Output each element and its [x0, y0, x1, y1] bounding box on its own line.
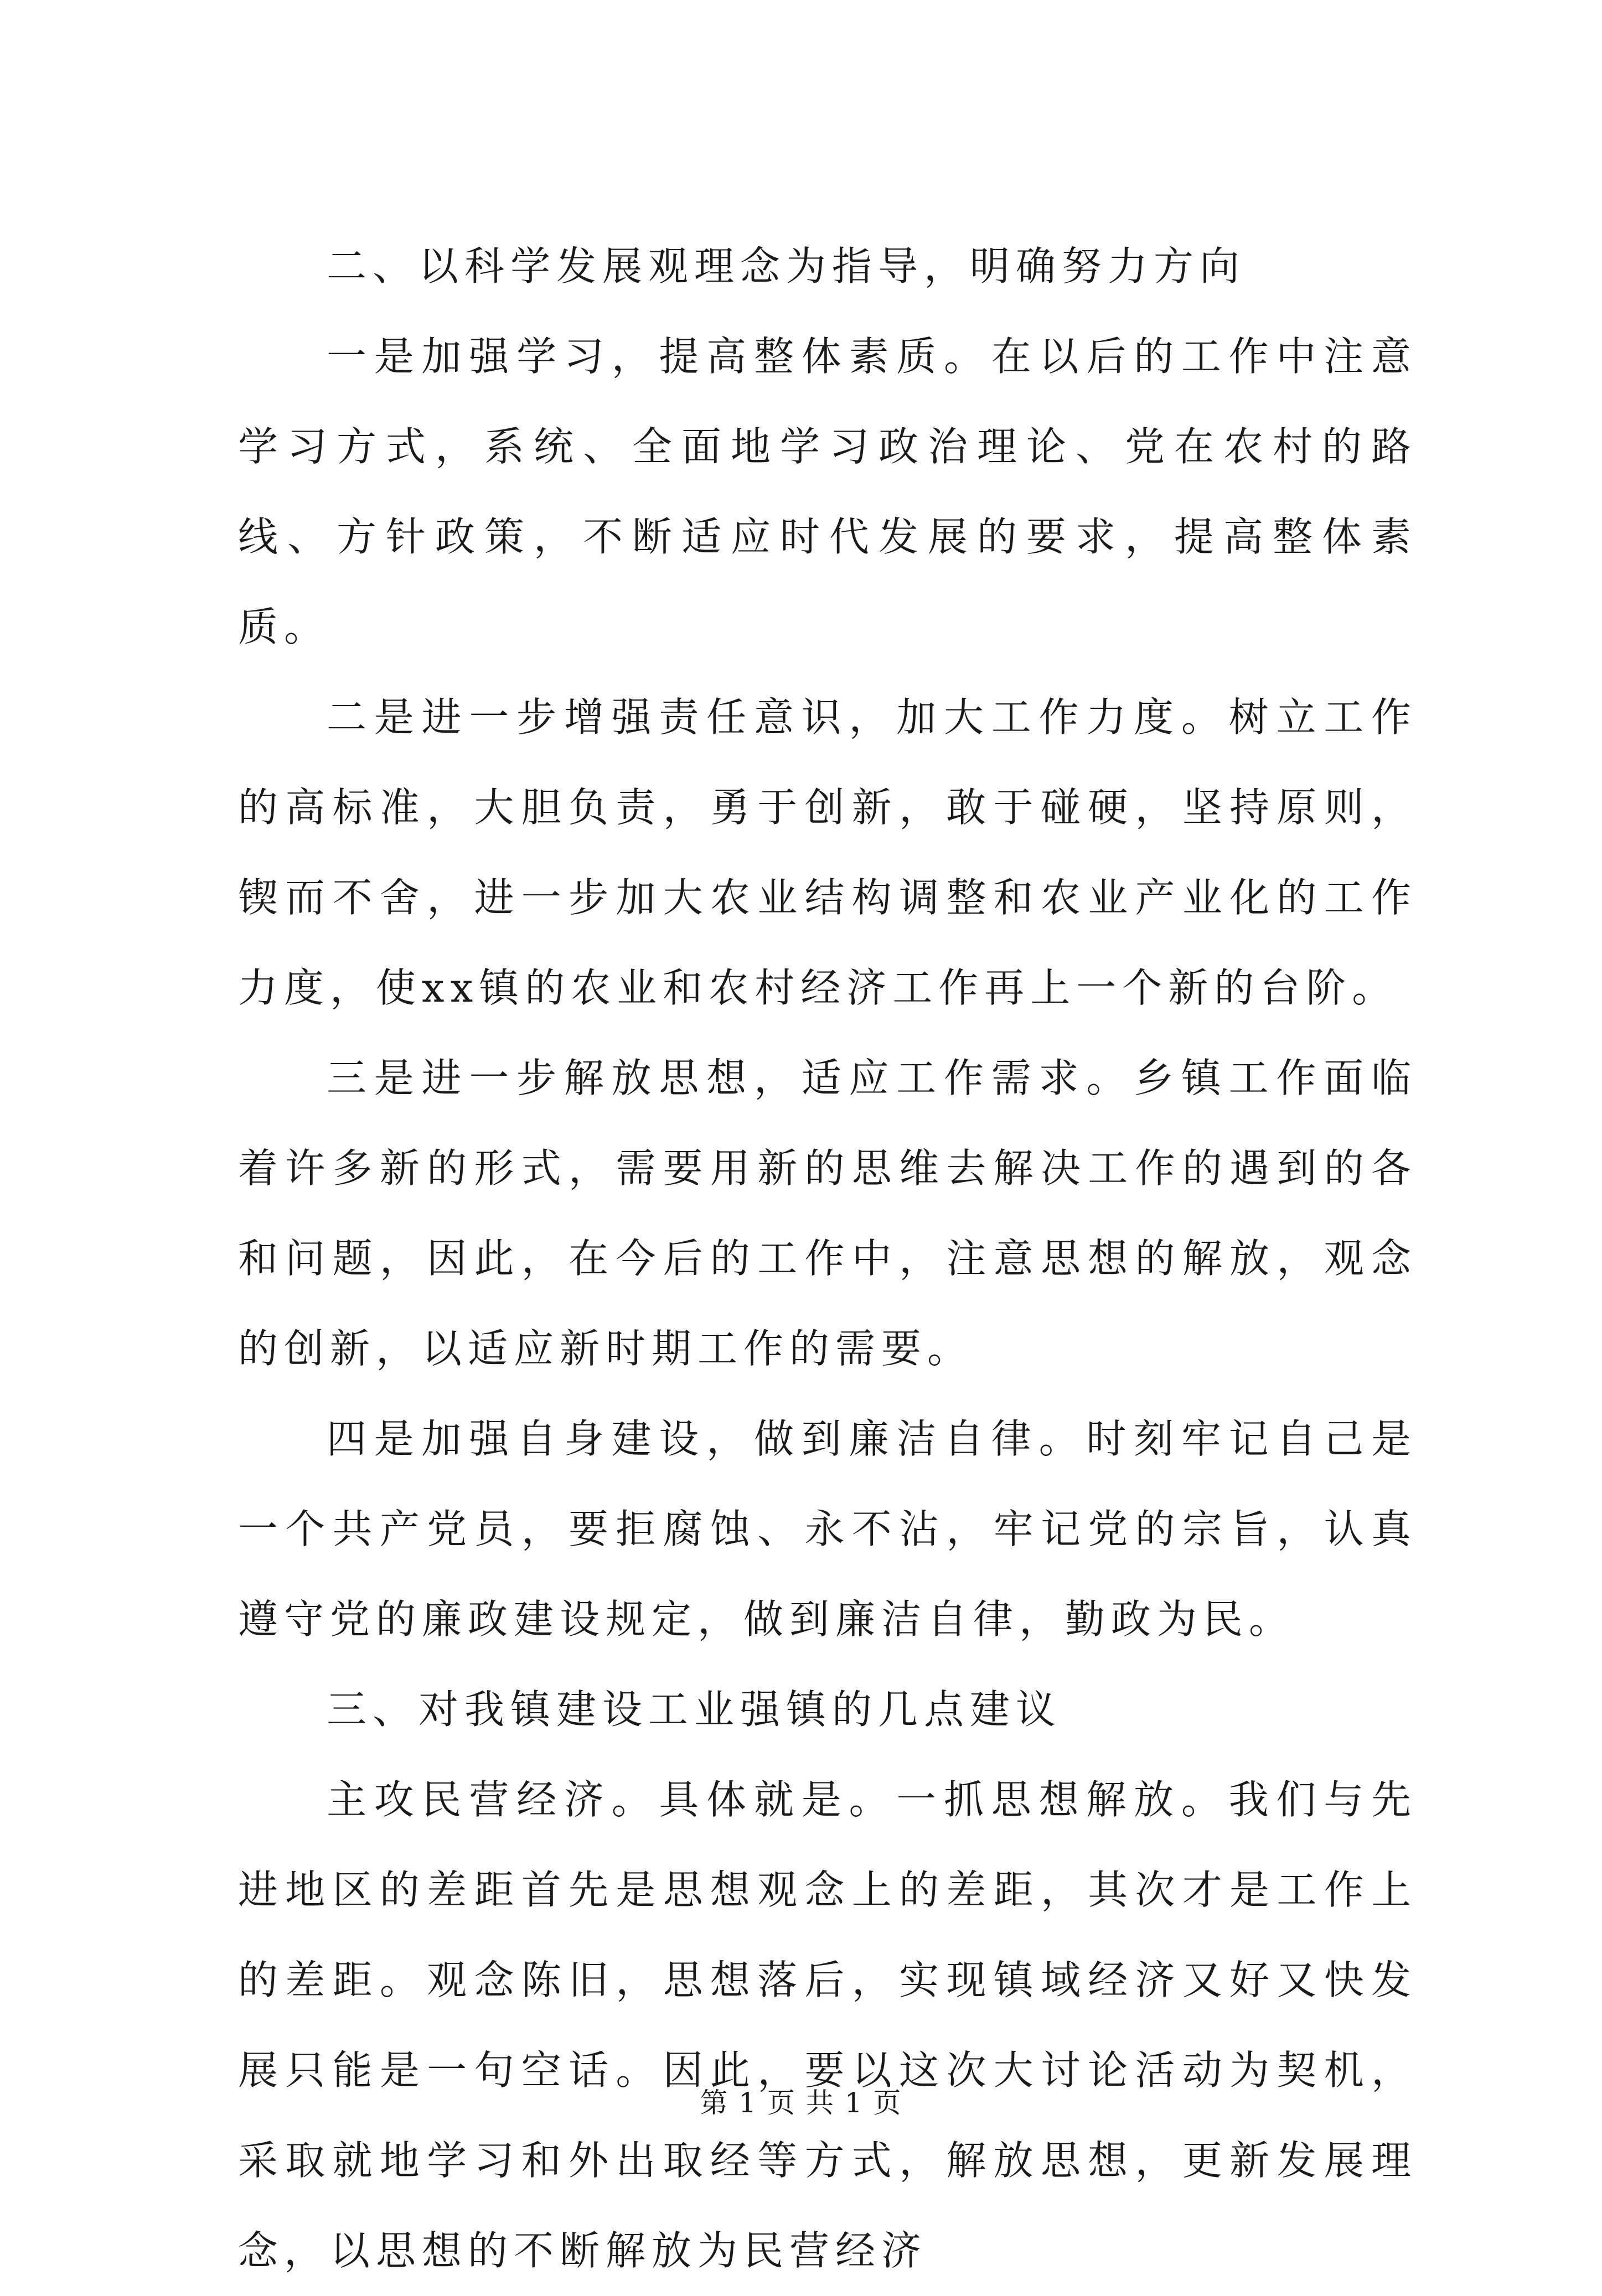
paragraph: 三是进一步解放思想，适应工作需求。乡镇工作面临着许多新的形式，需要用新的思维去解决工作的遇到的各和问题，因此，在今后的工作中，注意思想的解放，观念的创新，以适应新时期工作的需要。 — [238, 1055, 1417, 1372]
section-heading: 三、对我镇建设工业强镇的几点建议 — [327, 1686, 1062, 1733]
paragraph: 主攻民营经济。具体就是。一抓思想解放。我们与先进地区的差距首先是思想观念上的差距，其次才是工作上的差距。观念陈旧，思想落后，实现镇域经济又好又快发展只能是一句空话。因此，要以这次大讨论活动为契机，采取就地学习和外出取经等方式，解放思想，更新发展理念，以思想的不断解放为民营经济 — [238, 1776, 1417, 2274]
document-body — [238, 221, 1417, 2296]
paragraph: 二是进一步增强责任意识，加大工作力度。树立工作的高标准，大胆负责，勇于创新，敢于碰硬，坚持原则，锲而不舍，进一步加大农业结构调整和农业产业化的工作力度，使xx镇的农业和农村经济工作再上一个新的台阶。 — [238, 694, 1417, 1011]
paragraph: 四是加强自身建设，做到廉洁自律。时刻牢记自己是一个共产党员，要拒腐蚀、永不沾，牢记党的宗旨，认真遵守党的廉政建设规定，做到廉洁自律，勤政为民。 — [238, 1416, 1417, 1642]
paragraph: 一是加强学习，提高整体素质。在以后的工作中注意学习方式，系统、全面地学习政治理论、党在农村的路线、方针政策，不断适应时代发展的要求，提高整体素质。 — [238, 333, 1417, 650]
page-number: 第 1 页 共 1 页 — [700, 2087, 902, 2119]
section-heading: 二、以科学发展观理念为指导，明确努力方向 — [327, 243, 1246, 289]
